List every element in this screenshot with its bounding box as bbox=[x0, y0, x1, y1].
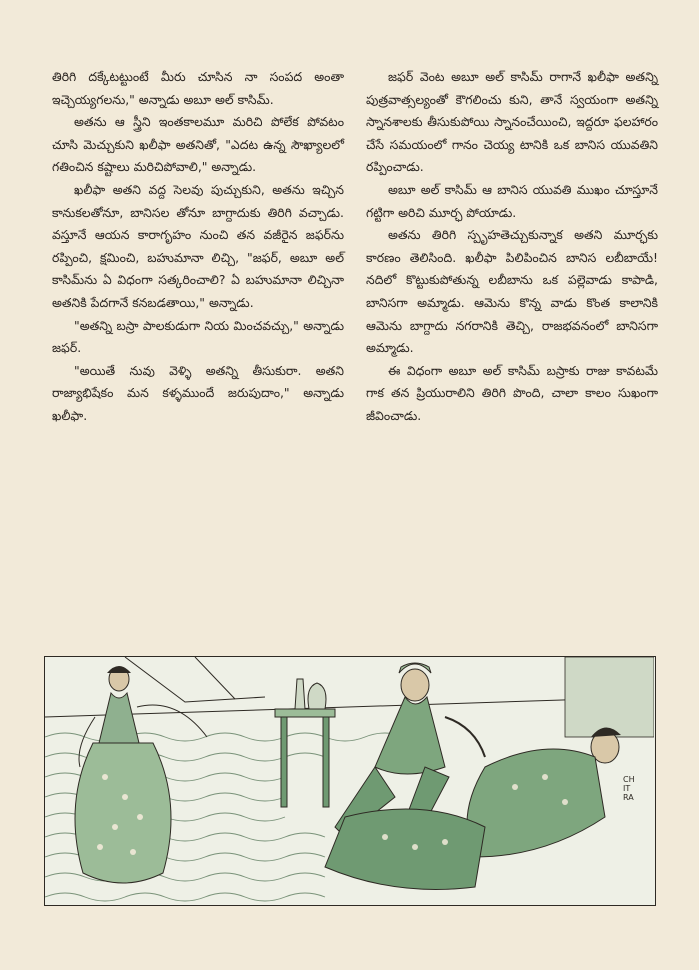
paragraph: అతను తిరిగి స్పృహతెచ్చుకున్నాక అతని మూర్ఛకు కారణం తెలిసింది. ఖలీఫా పిలిపించిన బానిస లబీబాయే! నదిలో కొట్టుకుపోతున్న లబీబాను ఒక పల్లెవాడు కాపాడి, బానిసగా అమ్మాడు. ఆమెను కొన్న వాడు కొంత కాలానికి ఆమెను బాగ్దాదు నగరానికి తెచ్చి, రాజభవనంలో బానిసగా అమ్మాడు. bbox=[366, 227, 658, 356]
illustration-drawing bbox=[45, 657, 654, 904]
story-illustration bbox=[44, 656, 656, 906]
right-text-column bbox=[366, 66, 658, 428]
paragraph: అతను ఆ స్త్రీని ఇంతకాలమూ మరిచి పోలేక పోవటం చూసి మెచ్చుకుని ఖలీఫా అతనితో, "ఎదట ఉన్న సౌఖ్యాలలో గతించిన కష్టాలు మరిచిపోవాలి," అన్నాడు. bbox=[52, 114, 344, 175]
paragraph: జఫర్ వెంట అబూ అల్ కాసిమ్ రాగానే ఖలీఫా అతన్ని పుత్రవాత్సల్యంతో కౌగలించు కుని, తానే స్వయంగా అతన్ని స్నానశాలకు తీసుకుపోయి స్నానంచేయించి, ఇద్దరూ ఫలహారం చేసే సమయంలో గానం చెయ్య టానికి ఒక బానిస యువతిని రప్పించాడు. bbox=[366, 69, 658, 175]
artist-signature: CHITRA bbox=[623, 775, 635, 802]
paragraph: ఖలీఫా అతని వద్ద సెలవు పుచ్చుకుని, అతను ఇచ్చిన కానుకలతోనూ, బానిసల తోనూ బాగ్దాదుకు తిరిగి వచ్చాడు. వస్తూనే ఆయన కారాగృహం నుంచి తన వజీరైన జఫర్‌ను రప్పించి, క్షమించి, బహుమానా లిచ్చి, "జఫర్, అబూ అల్ కాసిమ్‌ను ఏ విధంగా సత్కరించాలి? ఏ బహుమానా లిచ్చినా అతనికి పేదగానే కనబడతాయి," అన్నాడు. bbox=[52, 181, 344, 310]
paragraph: తిరిగి దక్కేటట్టుంటే మీరు చూసిన నా సంపద అంతా ఇచ్చెయ్యగలను," అన్నాడు అబూ అల్ కాసిమ్. bbox=[52, 69, 344, 107]
paragraph: ఈ విధంగా అబూ అల్ కాసిమ్ బస్రాకు రాజు కావటమే గాక తన ప్రియురాలిని తిరిగి పొంది, చాలా కాలం సుఖంగా జీవించాడు. bbox=[366, 362, 658, 423]
paragraph: "అయితే నువు వెళ్ళి అతన్ని తీసుకురా. అతని రాజ్యాభిషేకం మన కళ్ళముందే జరుపుదాం," అన్నాడు ఖలీఫా. bbox=[52, 362, 344, 423]
left-text-column bbox=[52, 66, 344, 428]
paragraph: "అతన్ని బస్రా పాలకుడుగా నియ మించవచ్చు," అన్నాడు జఫర్. bbox=[52, 317, 344, 356]
paragraph: అబూ అల్ కాసిమ్ ఆ బానిస యువతి ముఖం చూస్తూనే గట్టిగా అరిచి మూర్ఛ పోయాడు. bbox=[366, 181, 658, 220]
